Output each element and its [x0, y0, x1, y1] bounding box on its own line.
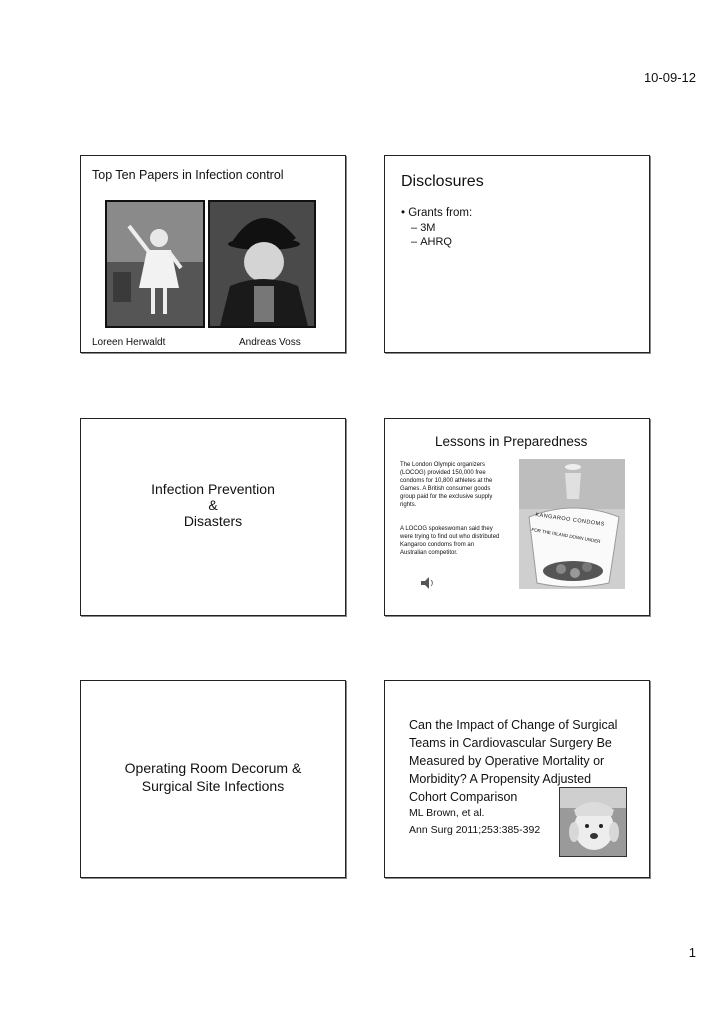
citation: Ann Surg 2011;253:385-392 — [409, 824, 541, 836]
header-date: 10-09-12 — [643, 70, 696, 85]
paragraph: The London Olympic organizers (LOCOG) provided 150,000 free condoms for 10,800 athletes at the Games. A British consumer goods group paid for the exclusive supply rights. — [400, 462, 493, 508]
photo-kangaroo-condom-dispenser — [519, 459, 625, 589]
slide-surgical-teams-paper — [384, 680, 650, 878]
caption-right: Andreas Voss — [239, 337, 301, 348]
slide-title: Infection Prevention & Disasters — [151, 481, 275, 529]
image-label: KANGAROO CONDOMS — [534, 512, 606, 528]
slide-title: Top Ten Papers in Infection control — [92, 168, 284, 182]
caption-left: Loreen Herwaldt — [92, 337, 166, 348]
photo-dog-in-surgical-cap — [559, 787, 627, 857]
image-label: FOR THE ISLAND DOWN UNDER — [531, 526, 601, 545]
bullet-item: • Grants from: — [401, 207, 473, 219]
speaker-icon[interactable] — [419, 575, 435, 596]
page-number: 1 — [688, 945, 696, 960]
slide-title: Can the Impact of Change of Surgical Teams in Cardiovascular Surgery Be Measured by Operative Mortality or Morbidity? A Propensity Adjusted Cohort Comparison — [409, 718, 618, 804]
authors: ML Brown, et al. — [409, 807, 485, 819]
slide-title: Lessons in Preparedness — [435, 434, 588, 449]
slide-top-ten-papers — [80, 155, 346, 353]
paragraph: A LOCOG spokeswoman said they were trying to find out who distributed Kangaroo condoms from an Australian competitor. — [400, 526, 500, 556]
slide-title: Disclosures — [401, 173, 484, 190]
slide-infection-prevention-disasters — [80, 418, 346, 616]
sub-bullet-item: – 3M — [411, 222, 436, 234]
sub-bullet-item: – AHRQ — [411, 236, 452, 248]
photo-person-with-hat — [208, 200, 316, 328]
photo-girl-portrait — [105, 200, 205, 328]
slide-disclosures — [384, 155, 650, 353]
slide-or-decorum — [80, 680, 346, 878]
slide-title: Operating Room Decorum & Surgical Site Infections — [124, 760, 302, 794]
bullet-icon: • — [401, 207, 409, 219]
slide-lessons-in-preparedness — [384, 418, 650, 616]
